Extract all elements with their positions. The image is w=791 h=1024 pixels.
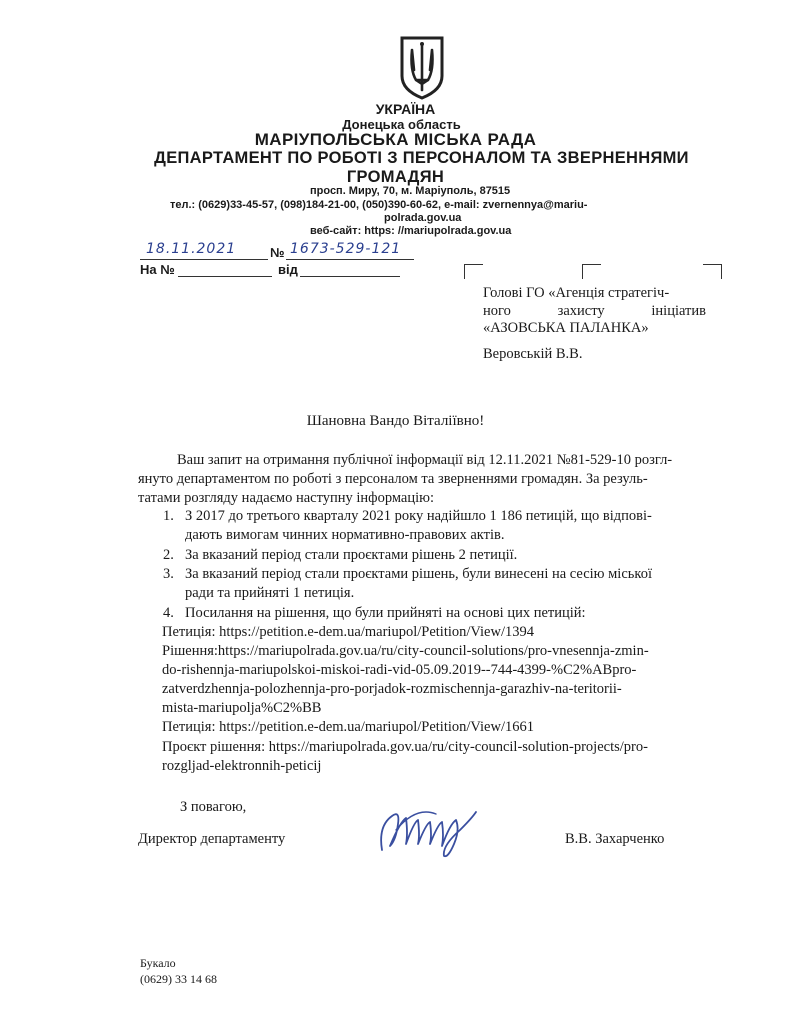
addressee-line3: «АЗОВСЬКА ПАЛАНКА» <box>483 320 649 336</box>
closing-signatory: В.В. Захарченко <box>565 831 665 847</box>
decision-link-line4: mista-mariupolja%C2%BB <box>162 700 322 716</box>
item-text: ради та прийняті 1 петиція. <box>185 585 355 601</box>
addressee-line2: ного захисту ініціатив <box>483 303 706 319</box>
address-corner-left <box>464 264 483 279</box>
decision-link-line3: zatverdzhennja-polozhennja-pro-porjadok-rozmischennja-garazhiv-na-teritorii- <box>162 681 622 697</box>
intro-line3: татами розгляду надаємо наступну інформацію: <box>138 490 435 506</box>
reg-number-label: № <box>270 245 285 260</box>
header-address: просп. Миру, 70, м. Маріуполь, 87515 <box>310 185 511 197</box>
item-number: 4. <box>163 605 174 621</box>
item-number: 3. <box>163 566 174 582</box>
executor-phone: (0629) 33 14 68 <box>140 972 217 986</box>
address-corner-right <box>703 264 722 279</box>
address-corner-mid-left <box>582 264 601 279</box>
item-number: 2. <box>163 547 174 563</box>
petition-link-2: Петиція: https://petition.e-dem.ua/mariupol/Petition/View/1661 <box>162 719 534 735</box>
closing-position: Директор департаменту <box>138 831 286 847</box>
header-region: Донецька область <box>342 117 461 132</box>
reg-date: 18.11.2021 <box>146 241 237 257</box>
header-council: МАРІУПОЛЬСЬКА МІСЬКА РАДА <box>254 130 537 149</box>
address-corner-mid-right <box>586 264 590 265</box>
petition-link-1: Петиція: https://petition.e-dem.ua/mariupol/Petition/View/1394 <box>162 624 534 640</box>
executor-name: Букало <box>140 956 176 970</box>
header-contacts-line1: тел.: (0629)33-45-57, (098)184-21-00, (050)390-60-62, e-mail: zvernennya@mariu- <box>170 199 588 211</box>
closing-regards: З повагою, <box>180 799 247 815</box>
header-department-line2: ГРОМАДЯН <box>346 168 445 186</box>
coat-of-arms-icon <box>399 36 445 100</box>
header-contacts-line2: polrada.gov.ua <box>384 212 462 224</box>
item-number: 1. <box>163 508 174 524</box>
reg-from-label: від <box>278 262 298 277</box>
header-website: веб-сайт: https: //mariupolrada.gov.ua <box>310 225 512 237</box>
intro-line2: януто департаментом по роботі з персоналом та зверненнями громадян. За резуль- <box>138 471 648 487</box>
item-text: Посилання на рішення, що були прийняті на основі цих петицій: <box>185 605 586 621</box>
reg-number-underline <box>286 259 414 260</box>
signature-icon <box>376 800 486 862</box>
addressee-name: Веровській В.В. <box>483 346 583 362</box>
decision-link-line2: do-rishennja-mariupolskoi-miskoi-radi-vid-05.09.2019--744-4399-%C2%ABpro- <box>162 662 637 678</box>
reg-number: 1673-529-121 <box>290 241 402 257</box>
header-country: УКРАЇНА <box>375 101 436 117</box>
project-link-line1: Проєкт рішення: https://mariupolrada.gov.ua/ru/city-council-solution-projects/pro- <box>162 739 648 755</box>
greeting: Шановна Вандо Віталіївно! <box>306 413 485 429</box>
reg-on-label: На № <box>140 262 175 277</box>
intro-line1: Ваш запит на отримання публічної інформації від 12.11.2021 №81-529-10 розгл- <box>177 452 673 468</box>
reg-on-underline <box>178 276 272 277</box>
item-text: З 2017 до третього кварталу 2021 року надійшло 1 186 петицій, що відпові- <box>185 508 652 524</box>
decision-link-line1: Рішення:https://mariupolrada.gov.ua/ru/city-council-solutions/pro-vnesennja-zmin- <box>162 643 649 659</box>
header-department-line1: ДЕПАРТАМЕНТ ПО РОБОТІ З ПЕРСОНАЛОМ ТА ЗВЕРНЕННЯМИ <box>154 149 689 167</box>
project-link-line2: rozgljad-elektronnih-peticij <box>162 758 322 774</box>
reg-date-underline <box>140 259 268 260</box>
item-text: дають вимогам чинних нормативно-правових актів. <box>185 527 505 543</box>
addressee-line1: Голові ГО «Агенція стратегіч- <box>483 285 670 301</box>
reg-from-underline <box>300 276 400 277</box>
item-text: За вказаний період стали проєктами рішень 2 петиції. <box>185 547 518 563</box>
item-text: За вказаний період стали проєктами рішень, були винесені на сесію міської <box>185 566 652 582</box>
